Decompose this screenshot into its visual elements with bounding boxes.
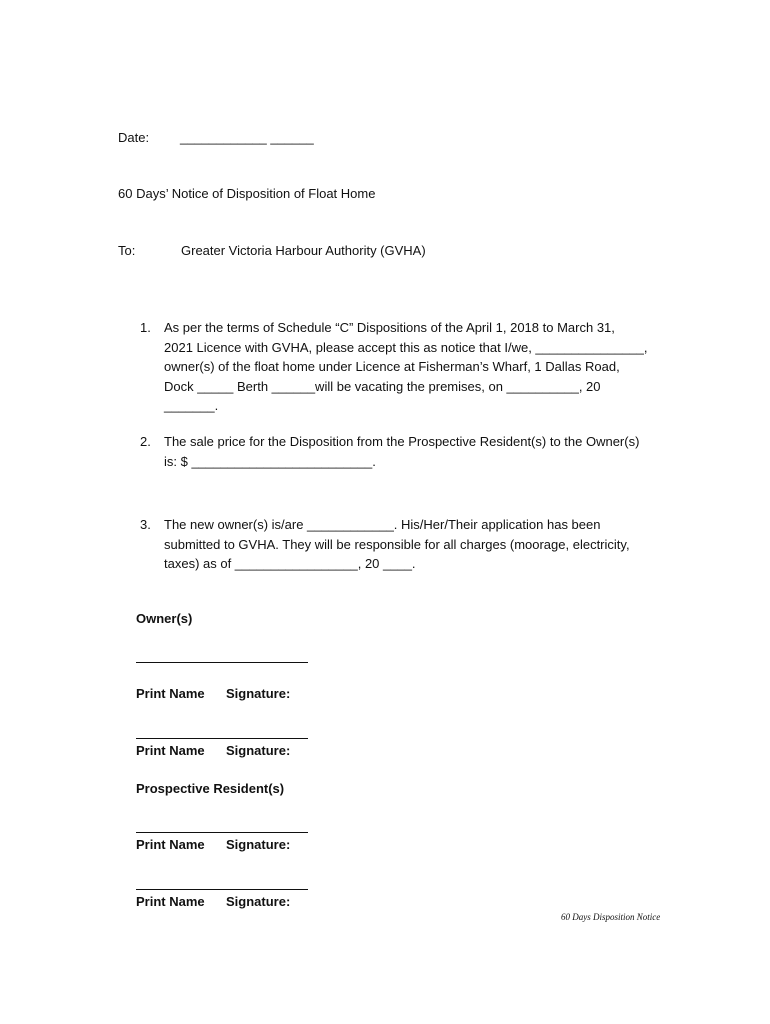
notice-title: 60 Days’ Notice of Disposition of Float Home [118, 186, 376, 201]
item-number: 3. [140, 517, 151, 532]
page-footer: 60 Days Disposition Notice [561, 912, 661, 922]
to-recipient: Greater Victoria Harbour Authority (GVHA) [181, 243, 426, 258]
numbered-list-item-3 [140, 515, 680, 574]
owners-heading: Owner(s) [136, 611, 193, 626]
print-name-label: Print Name [136, 743, 205, 758]
item-line: The sale price for the Disposition from the Prospective Resident(s) to the Owner(s) [164, 434, 640, 449]
signature-label: Signature: [226, 686, 291, 701]
item-line: taxes) as of _________________, 20 ____. [164, 556, 416, 571]
signature-line [136, 889, 308, 890]
signature-label: Signature: [226, 743, 291, 758]
prospective-residents-heading: Prospective Resident(s) [136, 781, 285, 796]
print-name-label: Print Name [136, 686, 205, 701]
print-name-label: Print Name [136, 837, 205, 852]
date-label: Date: [118, 130, 150, 145]
item-line: is: $ _________________________. [164, 453, 376, 469]
item-line: Dock _____ Berth ______will be vacating the premises, on __________, 20 [164, 378, 601, 394]
to-label: To: [118, 243, 136, 258]
item-line: The new owner(s) is/are ____________. His/Her/Their application has been [164, 517, 601, 532]
signature-label: Signature: [226, 837, 291, 852]
numbered-list-item-2 [140, 432, 680, 471]
date-blank: ____________ ______ [180, 130, 314, 145]
item-number: 2. [140, 434, 151, 449]
signature-line [136, 662, 308, 663]
item-line: 2021 Licence with GVHA, please accept this as notice that I/we, _______________, [164, 339, 648, 355]
item-line: As per the terms of Schedule “C” Dispositions of the April 1, 2018 to March 31, [164, 320, 615, 335]
signature-line [136, 738, 308, 739]
numbered-list-item-1 [140, 318, 680, 416]
item-line: _______. [164, 398, 219, 413]
item-number: 1. [140, 320, 151, 335]
print-name-label: Print Name [136, 894, 205, 909]
item-line: submitted to GVHA. They will be responsible for all charges (moorage, electricity, [164, 536, 630, 552]
signature-line [136, 832, 308, 833]
item-line: owner(s) of the float home under Licence at Fisherman’s Wharf, 1 Dallas Road, [164, 359, 620, 374]
signature-label: Signature: [226, 894, 291, 909]
